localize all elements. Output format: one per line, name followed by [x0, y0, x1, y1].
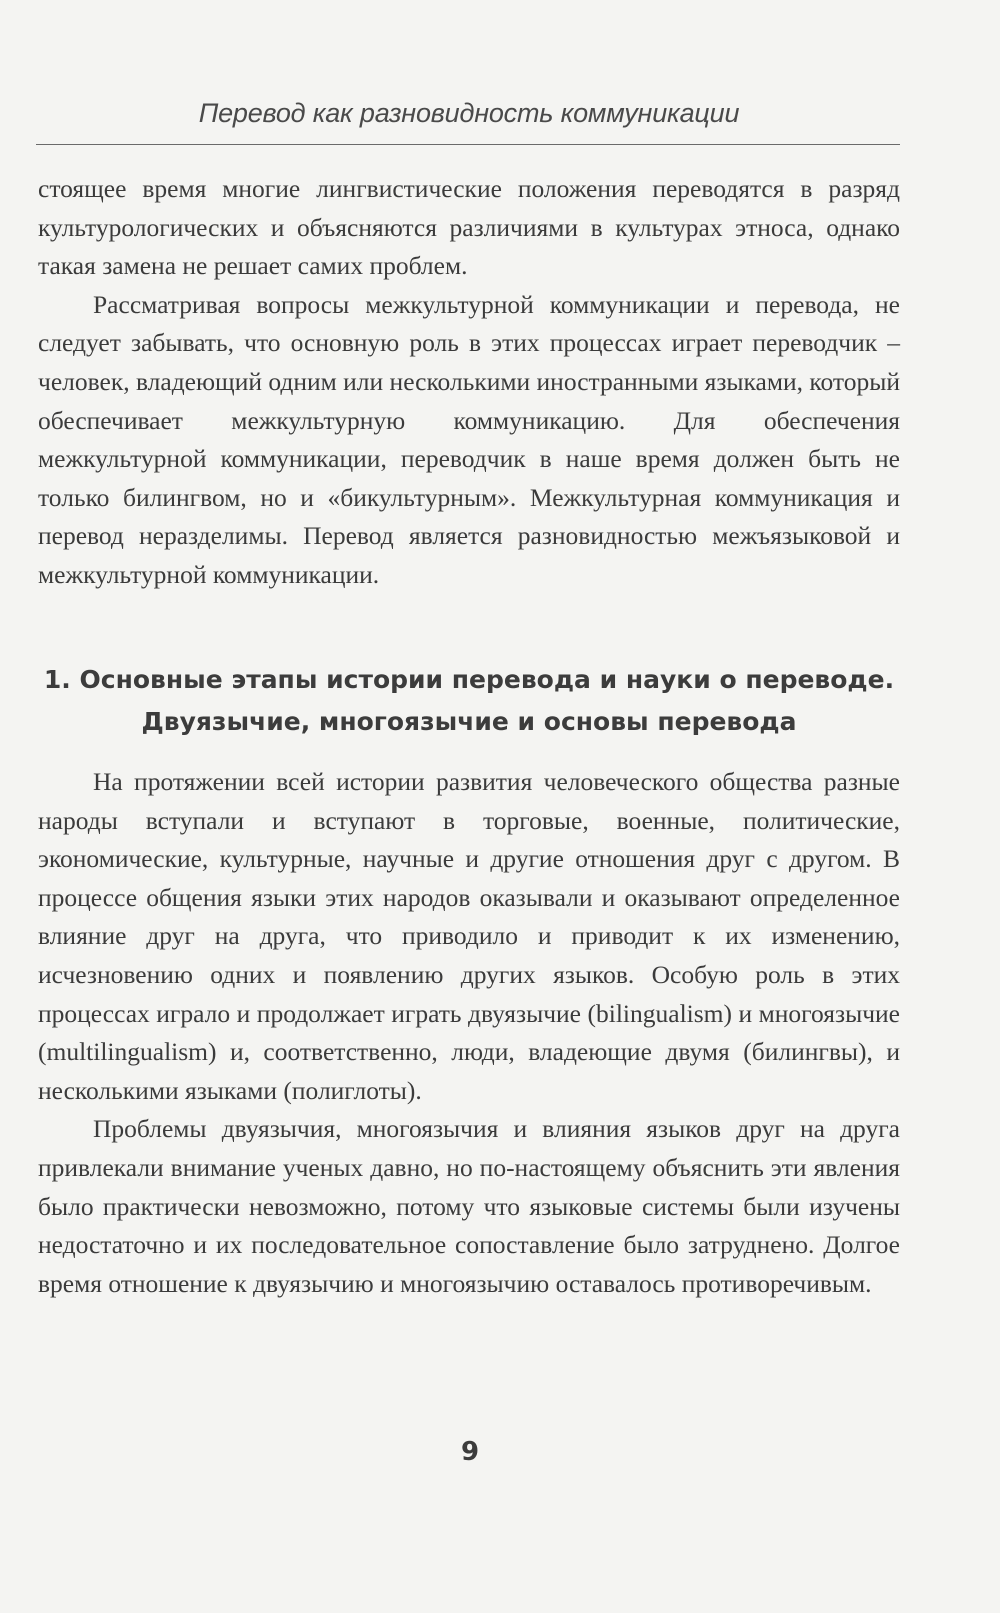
- section-heading-line-1: 1. Основные этапы истории перевода и науки о переводе.: [43, 665, 895, 694]
- section-heading-line-2: Двуязычие, многоязычие и основы перевода: [141, 707, 797, 736]
- running-head: Перевод как разновидность коммуникации: [198, 98, 740, 128]
- section-heading: [38, 659, 900, 743]
- text-block-bottom: [38, 763, 900, 1303]
- paragraph-history: На протяжении всей истории развития человеческого общества разные народы вступали и вступают в торговые, военные, политические, экономические, культурные, научные и другие отношения друг с другом. В процессе общения языки этих народов оказывали и оказывают определенное влияние друг на друга, что приводило и приводит к их изменению, исчезновению одних и появлению других языков. Особую роль в этих процессах играло и продолжает играть двуязычие (bilingualism) и многоязычие (multilingualism) и, соответственно, люди, владеющие двумя (билингвы), и несколькими языками (полиглоты).: [38, 767, 900, 1105]
- paragraph-intercultural: Рассматривая вопросы межкультурной коммуникации и перевода, не следует забывать, что основную роль в этих процессах играет переводчик – человек, владеющий одним или несколькими иностранными языками, который обеспечивает межкультурную коммуникацию. Для обеспечения межкультурной коммуникации, переводчик в наше время должен быть не только билингвом, но и «бикультурным». Межкультурная коммуникация и перевод неразделимы. Перевод является разновидностью межъязыковой и межкультурной коммуникации.: [38, 289, 901, 589]
- page-number: 9: [460, 1437, 480, 1467]
- header-rule: [36, 144, 900, 145]
- paragraph-bilingualism: Проблемы двуязычия, многоязычия и влияния языков друг на друга привлекали внимание ученых давно, но по-настоящему объяснить эти явления было практически невозможно, потому что языковые системы были изучены недостаточно и их последовательное сопоставление было затруднено. Долгое время отношение к двуязычию и многоязычию оставалось противоречивым.: [38, 1114, 900, 1298]
- text-block-top: [38, 170, 900, 595]
- paragraph-continued: стоящее время многие лингвистические положения переводятся в разряд культурологических и объясняются различиями в культурах этноса, однако такая замена не решает самих проблем.: [38, 174, 900, 281]
